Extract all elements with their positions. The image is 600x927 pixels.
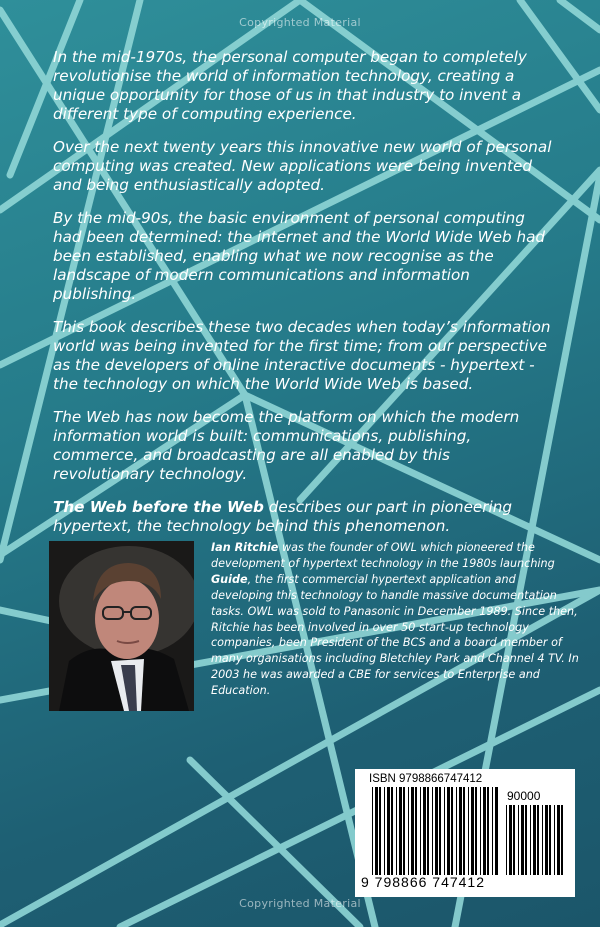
- barcode-bar: [447, 787, 450, 875]
- barcode-bar: [530, 805, 531, 875]
- barcode-bar: [427, 787, 429, 875]
- barcode-bar: [506, 805, 507, 875]
- author-bio-text-1: was the founder of OWL which pioneered the development of hypertext technology in the 1980s launching: [211, 541, 555, 570]
- author-photo: [49, 541, 194, 711]
- copyright-watermark-bottom: Copyrighted Material: [239, 897, 361, 910]
- barcode-bar: [480, 787, 481, 875]
- blurb-paragraph-3: By the mid-90s, the basic environment of personal computing had been determined: the internet and the World Wide Web had been established, enabling what we now recognise as the landscape of modern communications and information publishing.: [53, 209, 546, 303]
- barcode-bar: [439, 787, 441, 875]
- barcode-digits: 9 798866 747412: [361, 874, 485, 890]
- barcode-bar: [492, 787, 493, 875]
- barcode-bar: [384, 787, 385, 875]
- barcode-bar: [408, 787, 409, 875]
- barcode-bar: [435, 787, 438, 875]
- barcode-bar: [387, 787, 390, 875]
- barcode-bar: [463, 787, 465, 875]
- back-cover-blurb: [53, 48, 553, 550]
- barcode-bar: [483, 787, 486, 875]
- barcode-bar: [509, 805, 512, 875]
- product-name: Guide: [211, 572, 248, 586]
- blurb-paragraph-5: The Web has now become the platform on which the modern information world is built: communications, publishing, commerce, and broadcasting are all enabled by this revolutionary technology.: [53, 408, 520, 483]
- copyright-watermark-top: Copyrighted Material: [239, 16, 361, 29]
- barcode-bar: [545, 805, 548, 875]
- barcode-bar: [444, 787, 445, 875]
- book-title: The Web before the Web: [53, 498, 264, 516]
- barcode-bar: [420, 787, 421, 875]
- price-code: 90000: [507, 789, 541, 803]
- author-bio: [211, 540, 581, 699]
- barcode-bar: [423, 787, 426, 875]
- barcode-bar: [513, 805, 515, 875]
- barcode-bar: [518, 805, 519, 875]
- isbn-label: ISBN 9798866747412: [369, 773, 483, 785]
- barcode-bar: [415, 787, 417, 875]
- barcode-bar: [542, 805, 543, 875]
- barcode-bar: [391, 787, 393, 875]
- barcode-bar: [475, 787, 477, 875]
- barcode-bar: [557, 805, 560, 875]
- isbn-barcode-box: [355, 769, 575, 897]
- barcode-bar: [487, 787, 489, 875]
- blurb-paragraph-1: In the mid-1970s, the personal computer began to completely revolutionise the world of information technology, creating a unique opportunity for those of us in that industry to invent a different type of computing experience.: [53, 48, 527, 123]
- author-name: Ian Ritchie: [211, 541, 279, 554]
- barcode-bar: [549, 805, 551, 875]
- blurb-paragraph-2: Over the next twenty years this innovative new world of personal computing was created. New applications were being invented and being enthusiastically adopted.: [53, 138, 552, 194]
- barcode-bar: [456, 787, 457, 875]
- author-bio-text-2: , the first commercial hypertext application and developing this technology to handle massive documentation tasks. OWL was sold to Panasonic in December 1989. Since then, Ritchie has been involved in over 50 start-up technology companies, been President of the BCS and a board member of many organisations including Bletchley Park and Channel 4 TV. In 2003 he was awarded a CBE for services to Enterprise and Education.: [211, 572, 579, 698]
- barcode-bar: [396, 787, 397, 875]
- barcode-addon: [506, 805, 566, 875]
- barcode-bar: [459, 787, 462, 875]
- barcode-main: [372, 787, 498, 875]
- barcode-bar: [432, 787, 433, 875]
- blurb-paragraph-4: This book describes these two decades when today’s information world was being invented for the first time; from our perspective as the developers of online interactive documents - hypertext - the technology on which the World Wide Web is based.: [53, 318, 551, 393]
- barcode-bar: [375, 787, 378, 875]
- barcode-bar: [537, 805, 539, 875]
- barcode-bar: [561, 805, 563, 875]
- blurb-paragraph-6-text: describes our part in pioneering hypertext, the technology behind this phenomenon.: [53, 498, 513, 535]
- barcode-bar: [554, 805, 555, 875]
- barcode-bar: [521, 805, 524, 875]
- barcode-bar: [372, 787, 373, 875]
- barcode-bar: [403, 787, 405, 875]
- barcode-bar: [399, 787, 402, 875]
- barcode-bar: [471, 787, 474, 875]
- barcode-bar: [468, 787, 469, 875]
- barcode-bar: [533, 805, 536, 875]
- barcode-bar: [525, 805, 527, 875]
- blurb-paragraph-6: [53, 498, 553, 536]
- barcode-bar: [451, 787, 453, 875]
- barcode-bar: [379, 787, 381, 875]
- barcode-bar: [411, 787, 414, 875]
- barcode-bar: [495, 787, 498, 875]
